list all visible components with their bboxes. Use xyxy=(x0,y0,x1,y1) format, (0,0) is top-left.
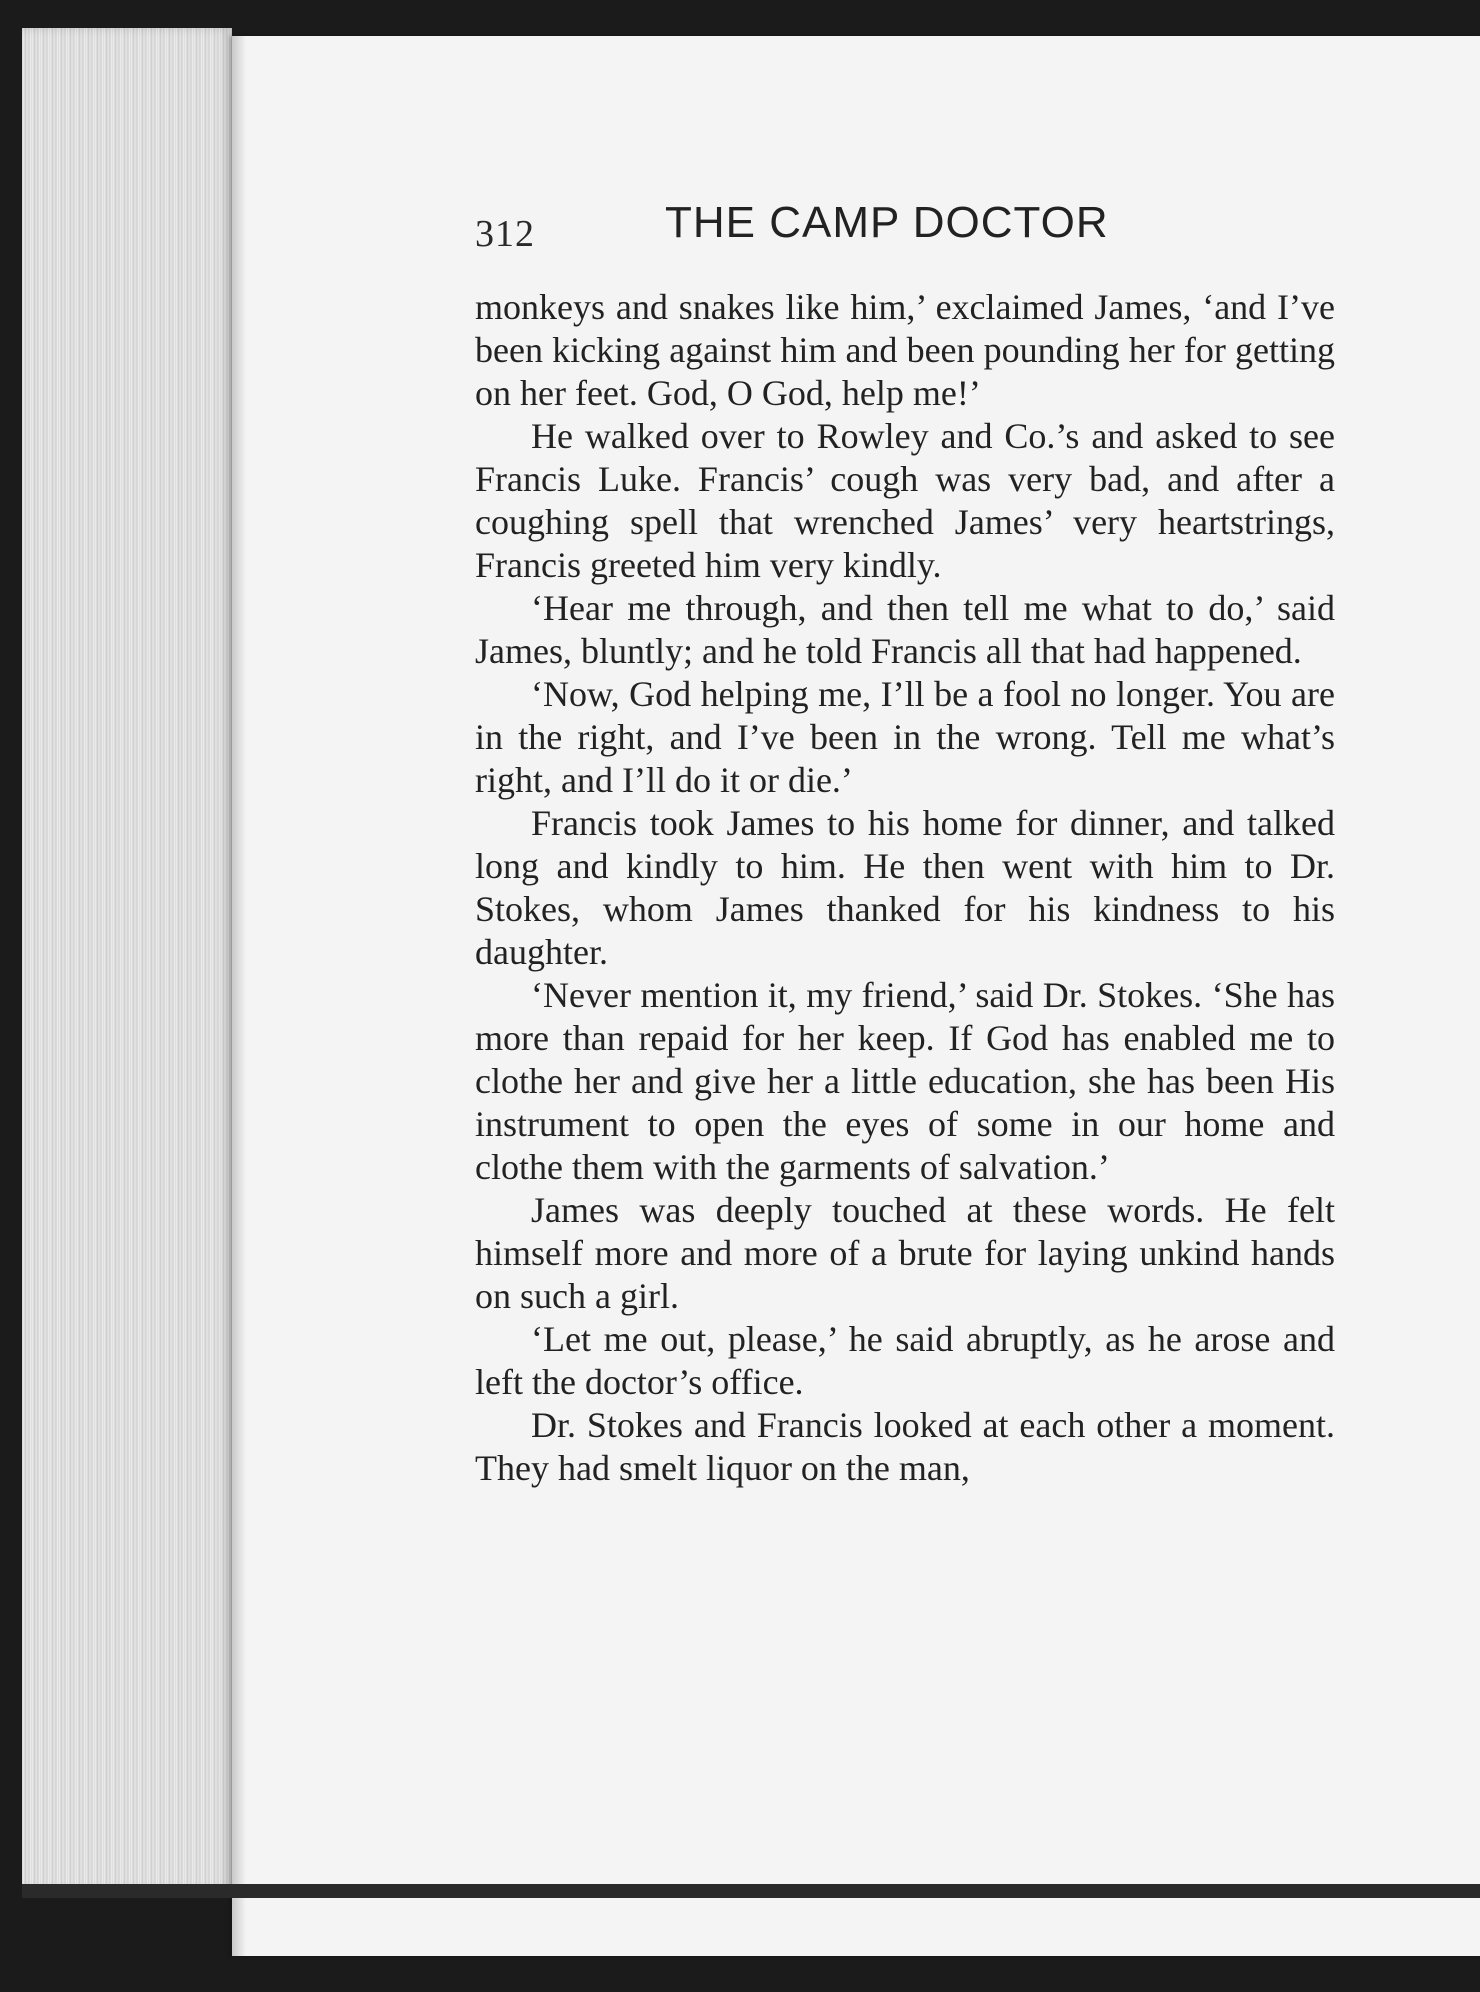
running-title: THE CAMP DOCTOR xyxy=(665,198,1109,247)
book-bottom-edge xyxy=(22,1884,1480,1898)
paragraph-5: Francis took James to his home for dinner, and talked long and kindly to him. He then went with him to Dr. Stokes, whom James thanked for his kindness to his daughter. xyxy=(475,803,1335,972)
paragraph-1: monkeys and snakes like him,’ exclaimed James, ‘and I’ve been kicking against him and been pounding her for getting on her feet. God, O God, help me!’ xyxy=(475,287,1335,413)
paragraph-8: ‘Let me out, please,’ he said abruptly, as he arose and left the doctor’s office. xyxy=(475,1319,1335,1402)
running-head xyxy=(475,198,1335,258)
book-page-edges xyxy=(22,28,232,1890)
page-number: 312 xyxy=(475,213,535,255)
paragraph-7: James was deeply touched at these words. He felt himself more and more of a brute for laying unkind hands on such a girl. xyxy=(475,1190,1335,1316)
paragraph-2: He walked over to Rowley and Co.’s and asked to see Francis Luke. Francis’ cough was very bad, and after a coughing spell that wrenched James’ very heartstrings, Francis greeted him very kindly. xyxy=(475,416,1335,585)
paragraph-6: ‘Never mention it, my friend,’ said Dr. Stokes. ‘She has more than repaid for her keep. If God has enabled me to clothe her and give her a little education, she has been His instrument to open the eyes of some in our home and clothe them with the garments of salvation.’ xyxy=(475,975,1335,1187)
paragraph-4: ‘Now, God helping me, I’ll be a fool no longer. You are in the right, and I’ve been in the wrong. Tell me what’s right, and I’ll do it or die.’ xyxy=(475,674,1335,800)
paragraph-9: Dr. Stokes and Francis looked at each other a moment. They had smelt liquor on the man, xyxy=(475,1405,1335,1488)
body-text xyxy=(475,286,1335,1490)
page-gutter-shadow xyxy=(232,36,246,1956)
paragraph-3: ‘Hear me through, and then tell me what to do,’ said James, bluntly; and he told Francis all that had happened. xyxy=(475,588,1335,671)
